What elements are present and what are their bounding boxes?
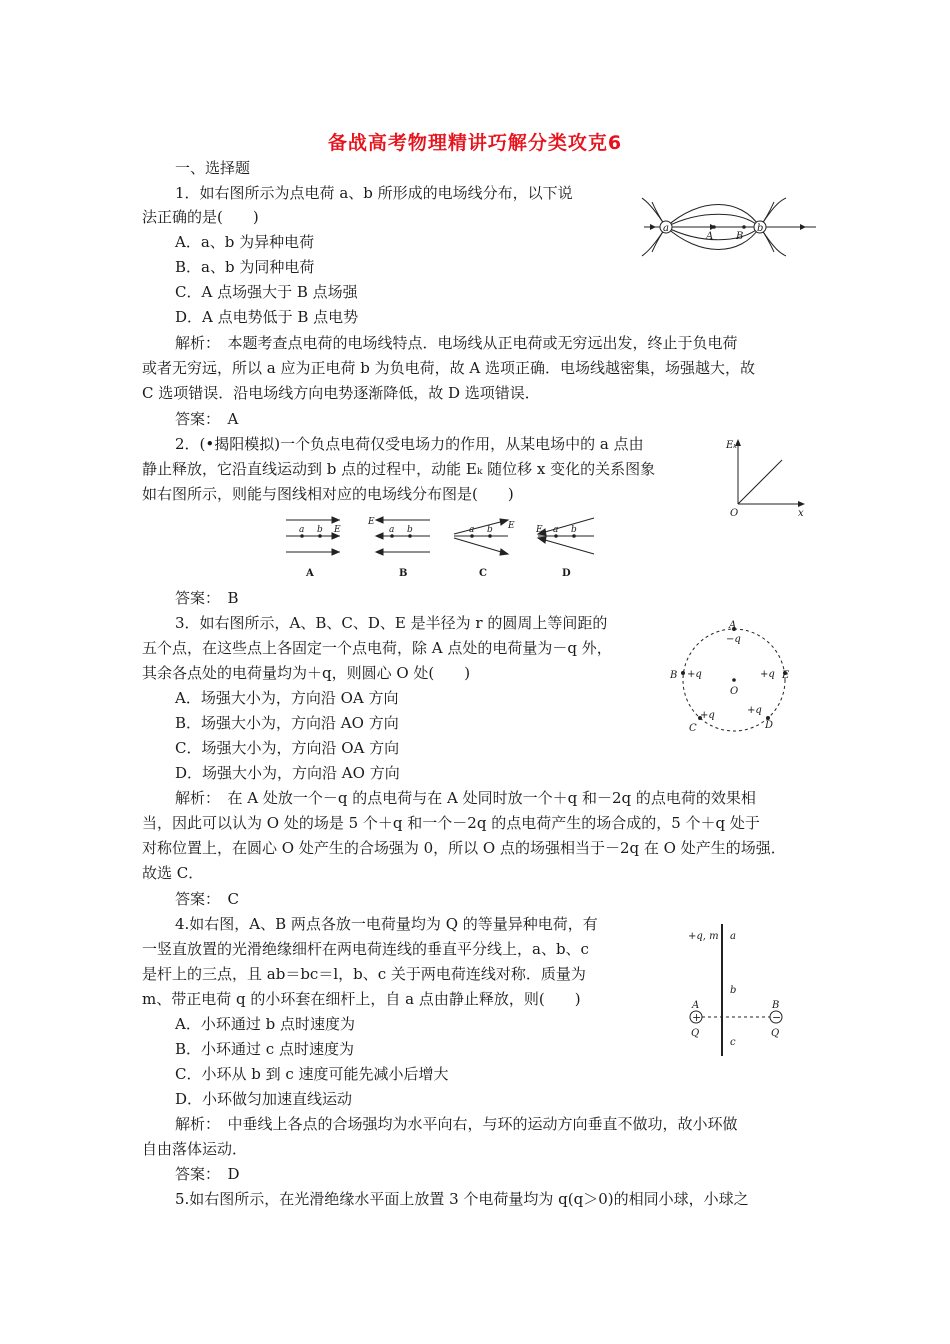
- opt-a-point-a: a: [299, 525, 305, 535]
- point-a-label: A: [706, 231, 714, 242]
- x-axis-label: x: [798, 508, 804, 519]
- opt-d-point-a: a: [553, 525, 559, 535]
- q1-option-b: B．a、b 为同种电荷: [175, 258, 315, 276]
- q3-option-c: C．场强大小为，方向沿 OA 方向: [175, 739, 400, 757]
- page-title: 备战高考物理精讲巧解分类攻克6: [327, 132, 623, 154]
- q4-option-a: A．小环通过 b 点时速度为: [175, 1015, 355, 1033]
- option-label-c: C: [479, 568, 487, 579]
- rod-charges-figure: [680, 920, 800, 1060]
- option-label-a: A: [306, 568, 314, 579]
- q1-option-d: D．A 点电势低于 B 点电势: [175, 308, 359, 326]
- q1-analysis: 解析： 本题考查点电荷的电场线特点．电场线从正电荷或无穷远出发，终止于负电荷: [175, 334, 738, 352]
- charge-c-plus-q: +q: [700, 710, 715, 721]
- q3-analysis: 当，因此可以认为 O 处的场是 5 个＋q 和一个－2q 的点电荷产生的场合成的，5 个＋q 处于: [142, 814, 760, 832]
- section-heading: 一、选择题: [175, 159, 251, 177]
- q4-option-b: B．小环通过 c 点时速度为: [175, 1040, 354, 1058]
- svg-text:−: −: [772, 1011, 782, 1024]
- point-a-label: A: [729, 620, 737, 631]
- charge-minus-q: −q: [726, 634, 741, 645]
- point-c-label: c: [730, 1037, 736, 1048]
- origin-label: O: [730, 508, 739, 519]
- q3-analysis: 解析： 在 A 处放一个－q 的点电荷与在 A 处同时放一个＋q 和－2q 的点电荷的效果相: [175, 789, 756, 807]
- q4-analysis: 自由落体运动．: [142, 1140, 248, 1158]
- charge-a-label: a: [663, 223, 669, 234]
- q4-option-d: D．小环做匀加速直线运动: [175, 1090, 353, 1108]
- opt-c-point-a: a: [469, 525, 475, 535]
- field-lines-figure: [640, 192, 820, 264]
- charge-e-plus-q: +q: [760, 669, 775, 680]
- charge-b-q-label: Q: [771, 1028, 780, 1039]
- q1-analysis: 或者无穷远，所以 a 应为正电荷 b 为负电荷，故 A 选项正确．电场线越密集，场强越大，故: [142, 359, 755, 377]
- q3-option-a: A．场强大小为，方向沿 OA 方向: [175, 689, 399, 707]
- opt-c-e-label: E: [508, 521, 515, 531]
- q3-stem: 五个点，在这些点上各固定一个点电荷，除 A 点处的电荷量为－q 外，: [142, 639, 612, 657]
- point-b-label: b: [730, 985, 737, 996]
- q2-stem: 2．(•揭阳模拟)一个负点电荷仅受电场力的作用，从某电场中的 a 点由: [175, 435, 644, 453]
- q1-answer: 答案： A: [175, 410, 239, 428]
- option-label-d: D: [562, 568, 571, 579]
- point-b-label: B: [736, 231, 744, 242]
- center-o-label: O: [730, 686, 739, 697]
- q1-option-c: C．A 点场强大于 B 点场强: [175, 283, 358, 301]
- q4-stem: 是杆上的三点，且 ab＝bc＝l，b、c 关于两电荷连线对称．质量为: [142, 965, 586, 983]
- q4-option-c: C．小环从 b 到 c 速度可能先减小后增大: [175, 1065, 449, 1083]
- opt-d-e-label: E: [536, 525, 543, 535]
- opt-d-point-b: b: [571, 525, 577, 535]
- q4-stem: 4.如右图，A、B 两点各放一电荷量均为 Q 的等量异种电荷，有: [175, 915, 598, 933]
- q4-analysis: 解析： 中垂线上各点的合场强均为水平向右，与环的运动方向垂直不做功，故小环做: [175, 1115, 738, 1133]
- charge-b-label: B: [772, 1000, 780, 1011]
- q3-stem: 3．如右图所示，A、B、C、D、E 是半径为 r 的圆周上等间距的: [175, 614, 608, 632]
- q4-stem: 一竖直放置的光滑绝缘细杆在两电荷连线的垂直平分线上，a、b、c: [142, 940, 589, 958]
- q2-answer: 答案： B: [175, 589, 239, 607]
- point-c-label: C: [689, 723, 697, 734]
- opt-b-point-a: a: [389, 525, 395, 535]
- q1-option-a: A．a、b 为异种电荷: [175, 233, 315, 251]
- q5-stem: 5.如右图所示，在光滑绝缘水平面上放置 3 个电荷量均为 q(q＞0)的相同小球，小球之: [175, 1190, 749, 1208]
- q1-stem: 1．如右图所示为点电荷 a、b 所形成的电场线分布，以下说: [175, 184, 573, 202]
- q1-stem: 法正确的是( ): [142, 208, 259, 226]
- q3-stem: 其余各点处的电荷量均为＋q，则圆心 O 处( ): [142, 664, 471, 682]
- ring-qm-label: +q, m: [688, 931, 719, 942]
- circle-charges-figure: [668, 618, 798, 740]
- q4-stem: m、带正电荷 q 的小环套在细杆上，自 a 点由静止释放，则( ): [142, 990, 581, 1008]
- charge-d-plus-q: +q: [747, 705, 762, 716]
- opt-a-point-b: b: [317, 525, 323, 535]
- field-line-options: [282, 512, 602, 580]
- opt-a-e-label: E: [334, 525, 341, 535]
- ek-x-graph: [720, 436, 810, 518]
- q3-option-d: D．场强大小为，方向沿 AO 方向: [175, 764, 400, 782]
- q2-stem: 如右图所示，则能与图线相对应的电场线分布图是( ): [142, 485, 514, 503]
- opt-c-point-b: b: [487, 525, 493, 535]
- opt-b-point-b: b: [407, 525, 413, 535]
- point-b-label: B: [670, 670, 678, 681]
- charge-a-label: A: [692, 1000, 700, 1011]
- q1-analysis: C 选项错误．沿电场线方向电势逐渐降低，故 D 选项错误．: [142, 384, 540, 402]
- charge-b-label: b: [757, 223, 764, 234]
- svg-text:+: +: [692, 1011, 702, 1024]
- q4-answer: 答案： D: [175, 1165, 240, 1183]
- charge-a-q-label: Q: [691, 1028, 700, 1039]
- q2-stem: 静止释放，它沿直线运动到 b 点的过程中，动能 Eₖ 随位移 x 变化的关系图象: [142, 460, 656, 478]
- q3-option-b: B．场强大小为，方向沿 AO 方向: [175, 714, 399, 732]
- point-a-label: a: [730, 931, 736, 942]
- point-e-label: E: [782, 670, 790, 681]
- point-d-label: D: [765, 720, 774, 731]
- q3-analysis: 故选 C．: [142, 864, 204, 882]
- q3-answer: 答案： C: [175, 890, 239, 908]
- option-label-b: B: [399, 568, 408, 579]
- ek-axis-label: Eₖ: [726, 440, 737, 451]
- charge-b-plus-q: +q: [687, 669, 702, 680]
- q3-analysis: 对称位置上，在圆心 O 处产生的合场强为 0，所以 O 点的场强相当于－2q 在 O 处产生的场强．: [142, 839, 786, 857]
- opt-b-e-label: E: [368, 517, 375, 527]
